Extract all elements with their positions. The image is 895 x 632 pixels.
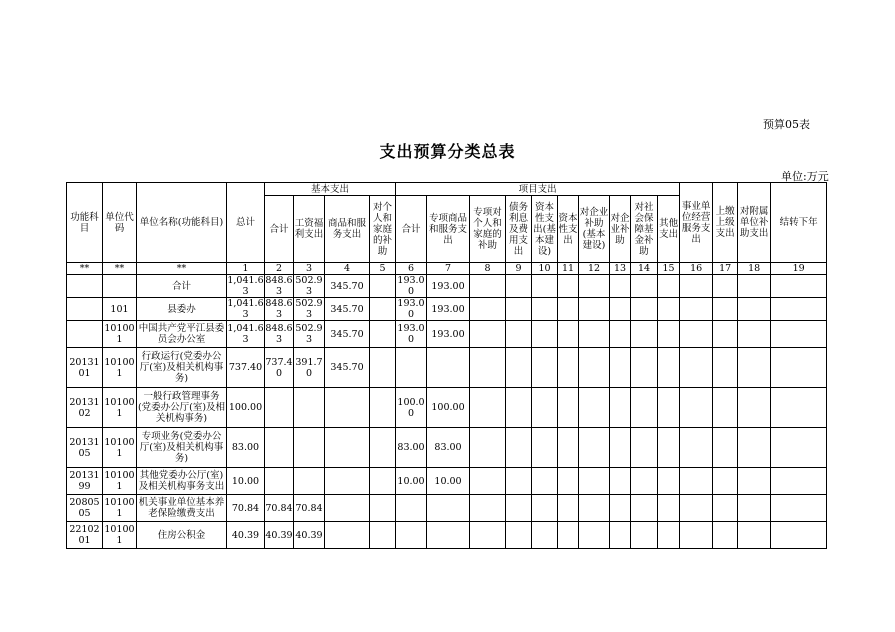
cell-project-goods: 193.00 [427, 275, 470, 298]
cell-unit-code: 101001 [103, 348, 137, 388]
index-cell: 11 [558, 263, 579, 275]
cell-basic-goods [325, 495, 370, 522]
cell-empty [370, 275, 396, 298]
cell-total: 70.84 [227, 495, 265, 522]
cell-empty [658, 388, 680, 428]
cell-func-code: 2080505 [67, 495, 103, 522]
header-basic-sub: 工资福利支出 [294, 196, 325, 263]
cell-empty [631, 388, 658, 428]
cell-empty [713, 275, 738, 298]
cell-empty [470, 428, 506, 468]
cell-empty [738, 428, 771, 468]
cell-unit-code: 101001 [103, 428, 137, 468]
cell-empty [738, 522, 771, 549]
header-project-sub: 对企业补助 [610, 196, 631, 263]
cell-empty [658, 522, 680, 549]
cell-empty [506, 321, 532, 348]
table-row [67, 348, 827, 388]
header-project-sub: 资本性支出 [558, 196, 579, 263]
cell-basic-goods: 345.70 [325, 348, 370, 388]
cell-unit-code [103, 275, 137, 298]
index-cell: ** [67, 263, 103, 275]
index-row [67, 263, 827, 275]
cell-unit-name: 行政运行(党委办公厅(室)及相关机构事务) [137, 348, 227, 388]
cell-empty [738, 388, 771, 428]
index-cell: 13 [610, 263, 631, 275]
cell-total: 10.00 [227, 468, 265, 495]
cell-basic-goods [325, 428, 370, 468]
cell-project-goods: 193.00 [427, 298, 470, 321]
cell-empty [579, 298, 610, 321]
cell-empty [532, 321, 558, 348]
index-cell: 16 [680, 263, 713, 275]
index-cell: 4 [325, 263, 370, 275]
index-cell: 3 [294, 263, 325, 275]
cell-basic-total: 848.63 [265, 298, 293, 320]
cell-project-total: 83.00 [396, 428, 427, 468]
cell-project-goods: 193.00 [427, 321, 470, 348]
cell-basic-total: 737.40 [265, 348, 294, 388]
cell-func-code: 2013101 [67, 348, 103, 388]
cell-project-total: 10.00 [396, 468, 427, 495]
header-project-sub: 债务利息及费用支出 [506, 196, 532, 263]
cell-empty [771, 388, 827, 428]
cell-empty [506, 522, 532, 549]
cell-empty [738, 348, 771, 388]
cell-basic-goods: 345.70 [325, 321, 370, 348]
cell-empty [506, 388, 532, 428]
cell-empty [558, 522, 579, 549]
header-project-sub: 资本性支出(基本建设) [532, 196, 558, 263]
index-cell: 19 [771, 263, 827, 275]
cell-empty [680, 428, 713, 468]
cell-empty [532, 348, 558, 388]
cell-empty [713, 321, 738, 348]
cell-total: 83.00 [227, 428, 265, 468]
cell-unit-name: 其他党委办公厅(室)及相关机构事务支出 [137, 468, 227, 495]
cell-unit-name: 县委办 [137, 298, 227, 321]
cell-total: 100.00 [227, 388, 265, 428]
index-cell: 15 [658, 263, 680, 275]
cell-empty [658, 275, 680, 298]
table-row [67, 522, 827, 549]
cell-empty [631, 468, 658, 495]
cell-empty [470, 495, 506, 522]
page-title: 支出预算分类总表 [379, 142, 516, 161]
cell-empty [658, 428, 680, 468]
cell-empty [610, 298, 631, 321]
cell-empty [713, 468, 738, 495]
cell-empty [658, 468, 680, 495]
cell-empty [610, 522, 631, 549]
cell-empty [738, 275, 771, 298]
cell-empty [558, 428, 579, 468]
cell-empty [579, 348, 610, 388]
index-cell: 1 [227, 263, 265, 275]
index-cell: 17 [713, 263, 738, 275]
cell-empty [579, 388, 610, 428]
header-project-sub: 专项对个人和家庭的补助 [470, 196, 506, 263]
cell-empty [631, 275, 658, 298]
cell-project-total [396, 495, 427, 522]
cell-unit-code: 101 [103, 298, 137, 321]
cell-total: 1,041.63 [227, 321, 265, 348]
header-project-sub: 合计 [396, 196, 427, 263]
cell-unit-code: 101001 [103, 522, 137, 549]
cell-empty [370, 468, 396, 495]
cell-empty [470, 298, 506, 321]
cell-unit-name: 一般行政管理事务(党委办公厅(室)及相关机构事务) [137, 388, 227, 428]
cell-empty [506, 428, 532, 468]
table-row [67, 495, 827, 522]
cell-empty [506, 348, 532, 388]
index-cell: 12 [579, 263, 610, 275]
header-carry-forward: 结转下年 [771, 183, 827, 263]
cell-basic-total: 40.39 [265, 522, 294, 549]
cell-empty [680, 468, 713, 495]
cell-func-code: 2013102 [67, 388, 103, 428]
cell-empty [532, 388, 558, 428]
cell-basic-wage: 40.39 [294, 522, 325, 549]
header-basic-sub: 商品和服务支出 [325, 196, 370, 263]
cell-project-goods: 83.00 [427, 428, 470, 468]
table-row [67, 468, 827, 495]
cell-empty [738, 495, 771, 522]
cell-empty [579, 321, 610, 348]
cell-empty [532, 495, 558, 522]
header-project-expense: 项目支出 [396, 183, 680, 196]
cell-total: 1,041.63 [227, 298, 264, 320]
cell-empty [658, 298, 680, 321]
cell-empty [370, 495, 396, 522]
cell-basic-wage: 502.93 [294, 321, 325, 348]
cell-empty [470, 321, 506, 348]
cell-empty [771, 348, 827, 388]
header-basic-sub: 对个人和家庭的补助 [370, 196, 396, 263]
cell-empty [558, 388, 579, 428]
header-basic-expense: 基本支出 [265, 183, 396, 196]
cell-unit-code: 101001 [103, 321, 137, 348]
cell-empty [579, 468, 610, 495]
cell-basic-total [265, 468, 294, 495]
header-unit-name: 单位名称(功能科目) [137, 183, 227, 263]
cell-empty [738, 298, 771, 321]
cell-empty [558, 348, 579, 388]
header-project-sub: 专项商品和服务支出 [427, 196, 470, 263]
cell-basic-wage: 391.70 [294, 348, 325, 388]
cell-empty [506, 275, 532, 298]
cell-project-goods [427, 495, 470, 522]
cell-empty [370, 388, 396, 428]
header-func-code: 功能科目 [67, 183, 103, 263]
cell-empty [610, 468, 631, 495]
table-row [67, 428, 827, 468]
index-cell: 7 [427, 263, 470, 275]
cell-empty [771, 321, 827, 348]
cell-total: 40.39 [227, 522, 265, 549]
cell-empty [610, 321, 631, 348]
table-row [67, 388, 827, 428]
table-row [67, 321, 827, 348]
cell-empty [506, 298, 532, 321]
cell-empty [532, 522, 558, 549]
cell-total: 1,041.63 [227, 275, 264, 297]
cell-empty [680, 388, 713, 428]
cell-basic-wage: 502.93 [295, 298, 323, 320]
budget-table [66, 182, 827, 549]
cell-basic-wage: 70.84 [294, 495, 325, 522]
cell-empty [713, 522, 738, 549]
cell-empty [771, 275, 827, 298]
header-project-sub: 其他支出 [658, 196, 680, 263]
cell-empty [631, 428, 658, 468]
cell-empty [771, 428, 827, 468]
cell-empty [558, 495, 579, 522]
cell-basic-total: 70.84 [265, 495, 294, 522]
cell-empty [713, 298, 738, 321]
header-public-ops: 事业单位经营服务支出 [680, 183, 713, 263]
index-cell: 18 [738, 263, 771, 275]
cell-empty [680, 275, 713, 298]
cell-empty [470, 388, 506, 428]
cell-basic-total: 848.63 [265, 321, 294, 348]
cell-empty [610, 348, 631, 388]
index-cell: 9 [506, 263, 532, 275]
index-cell: 6 [396, 263, 427, 275]
cell-empty [713, 348, 738, 388]
cell-unit-code: 101001 [103, 388, 137, 428]
cell-empty [579, 522, 610, 549]
header-upper: 上缴上级支出 [713, 183, 738, 263]
cell-func-code [67, 275, 103, 298]
cell-empty [631, 298, 658, 321]
cell-empty [579, 495, 610, 522]
cell-empty [558, 468, 579, 495]
cell-empty [738, 321, 771, 348]
cell-basic-total [265, 428, 294, 468]
index-cell: ** [137, 263, 227, 275]
form-number: 预算05表 [763, 118, 810, 131]
index-cell: 5 [370, 263, 396, 275]
header-basic-sub: 合计 [265, 196, 294, 263]
cell-empty [370, 522, 396, 549]
cell-project-total: 193.00 [396, 321, 427, 348]
cell-empty [370, 348, 396, 388]
cell-empty [532, 298, 558, 321]
header-project-sub: 对企业补助(基本建设) [579, 196, 610, 263]
cell-basic-goods: 345.70 [325, 298, 370, 321]
cell-empty [680, 522, 713, 549]
cell-unit-name: 合计 [137, 275, 227, 298]
cell-empty [558, 275, 579, 298]
cell-project-goods [427, 348, 470, 388]
cell-project-total [396, 348, 427, 388]
cell-project-goods [427, 522, 470, 549]
cell-empty [470, 348, 506, 388]
cell-empty [680, 495, 713, 522]
cell-empty [771, 522, 827, 549]
cell-empty [631, 348, 658, 388]
cell-empty [771, 298, 827, 321]
cell-basic-goods [325, 388, 370, 428]
cell-empty [532, 428, 558, 468]
cell-project-goods: 100.00 [427, 388, 470, 428]
cell-empty [610, 275, 631, 298]
cell-empty [506, 468, 532, 495]
cell-func-code [67, 321, 103, 348]
cell-func-code: 2210201 [67, 522, 103, 549]
cell-empty [370, 321, 396, 348]
cell-unit-code: 101001 [103, 495, 137, 522]
index-cell: 8 [470, 263, 506, 275]
table-row [67, 275, 827, 298]
cell-basic-wage [294, 468, 325, 495]
cell-project-goods: 10.00 [427, 468, 470, 495]
cell-unit-code: 101001 [103, 468, 137, 495]
cell-basic-wage [294, 428, 325, 468]
cell-empty [631, 522, 658, 549]
unit-label: 单位:万元 [781, 170, 829, 183]
cell-empty [658, 321, 680, 348]
index-cell: ** [103, 263, 137, 275]
cell-unit-name: 专项业务(党委办公厅(室)及相关机构事务) [137, 428, 227, 468]
cell-basic-wage: 502.93 [295, 275, 323, 297]
cell-empty [370, 428, 396, 468]
cell-basic-goods: 345.70 [325, 275, 370, 298]
cell-empty [470, 522, 506, 549]
cell-empty [771, 468, 827, 495]
cell-empty [713, 428, 738, 468]
cell-func-code [67, 298, 103, 321]
cell-empty [579, 275, 610, 298]
index-cell: 10 [532, 263, 558, 275]
cell-empty [579, 428, 610, 468]
cell-func-code: 2013105 [67, 428, 103, 468]
cell-empty [738, 468, 771, 495]
header-subsidiary: 对附属单位补助支出 [738, 183, 771, 263]
cell-empty [680, 321, 713, 348]
cell-unit-name: 机关事业单位基本养老保险缴费支出 [137, 495, 227, 522]
cell-empty [680, 298, 713, 321]
cell-empty [370, 298, 396, 321]
cell-empty [532, 275, 558, 298]
table-row [67, 298, 827, 321]
cell-project-total: 193.00 [397, 298, 425, 320]
cell-empty [631, 495, 658, 522]
cell-basic-goods [325, 468, 370, 495]
cell-empty [558, 321, 579, 348]
index-cell: 14 [631, 263, 658, 275]
cell-empty [532, 468, 558, 495]
cell-project-total: 100.00 [396, 388, 427, 428]
cell-basic-total: 848.63 [265, 275, 293, 297]
cell-unit-name: 中国共产党平江县委员会办公室 [137, 321, 227, 348]
cell-empty [658, 348, 680, 388]
cell-empty [610, 388, 631, 428]
cell-empty [470, 468, 506, 495]
cell-basic-wage [294, 388, 325, 428]
cell-project-total: 193.00 [397, 275, 425, 297]
cell-total: 737.40 [227, 348, 265, 388]
cell-empty [771, 495, 827, 522]
cell-empty [470, 275, 506, 298]
header-unit-code: 单位代码 [103, 183, 137, 263]
cell-func-code: 2013199 [67, 468, 103, 495]
cell-project-total [396, 522, 427, 549]
cell-unit-name: 住房公积金 [137, 522, 227, 549]
cell-empty [506, 495, 532, 522]
cell-empty [713, 388, 738, 428]
cell-empty [713, 495, 738, 522]
cell-empty [631, 321, 658, 348]
header-total: 总计 [227, 183, 265, 263]
cell-empty [658, 495, 680, 522]
cell-basic-total [265, 388, 294, 428]
index-cell: 2 [265, 263, 294, 275]
cell-empty [558, 298, 579, 321]
header-project-sub: 对社会保障基金补助 [631, 196, 658, 263]
cell-empty [610, 495, 631, 522]
cell-basic-goods [325, 522, 370, 549]
cell-empty [610, 428, 631, 468]
cell-empty [680, 348, 713, 388]
